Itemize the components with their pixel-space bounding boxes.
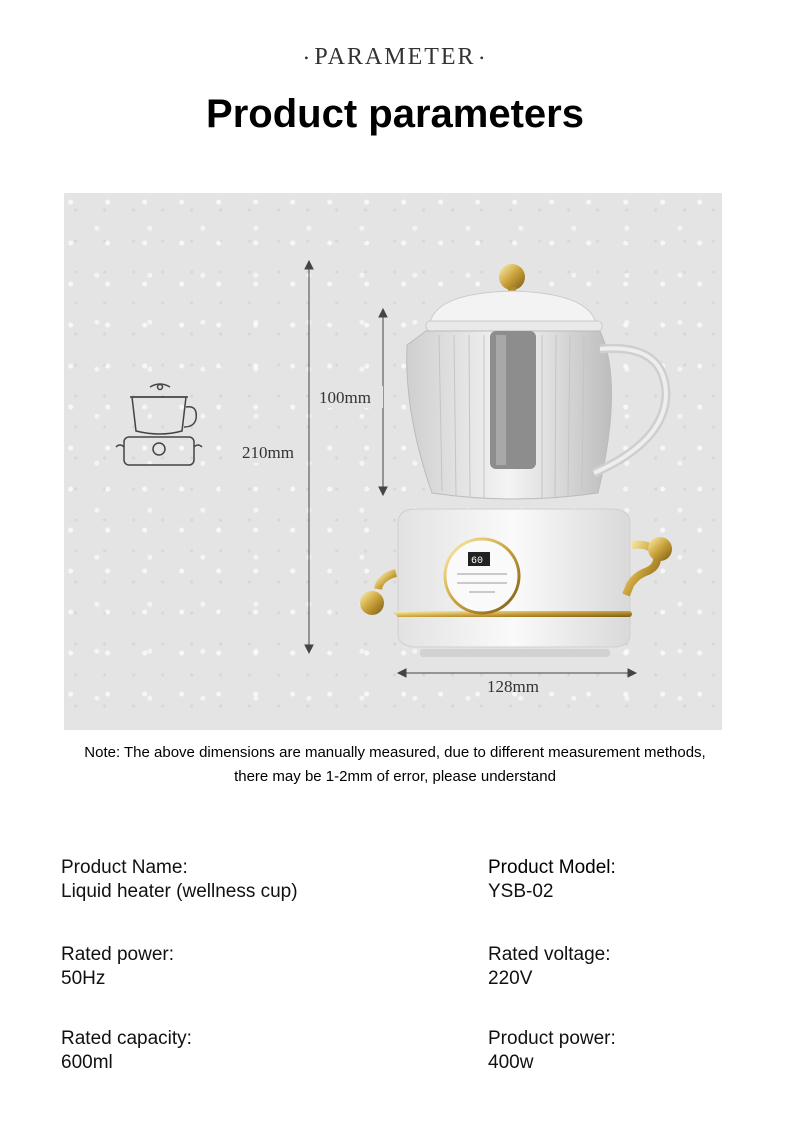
- param-label: Product Model:: [488, 857, 616, 878]
- param-product-name: [61, 856, 298, 904]
- param-label: Product Name:: [61, 857, 188, 878]
- param-label: Rated power:: [61, 944, 175, 965]
- param-value: 50Hz: [61, 968, 106, 989]
- kettle-lid: [426, 264, 602, 331]
- param-rated-voltage: [488, 943, 611, 991]
- product-dimension-photo: [64, 193, 722, 730]
- dim-glass-height: 100mm: [319, 388, 371, 407]
- param-rated-power: [61, 943, 174, 991]
- product-illustration: [64, 193, 722, 730]
- heating-base: [360, 509, 672, 657]
- param-label: Rated capacity:: [61, 1028, 192, 1049]
- kicker-dot-right: •: [479, 50, 486, 65]
- param-label: Product power:: [488, 1028, 616, 1049]
- section-kicker: [0, 44, 790, 71]
- panel-temperature: 60: [471, 556, 484, 567]
- kicker-text: PARAMETER: [314, 44, 476, 70]
- param-rated-capacity: [61, 1027, 192, 1075]
- param-product-power: [488, 1027, 616, 1075]
- note-line-1: Note: The above dimensions are manually measured, due to different measurement methods,: [84, 744, 706, 761]
- page-title: Product parameters: [206, 92, 584, 136]
- dim-total-height: 210mm: [242, 443, 294, 462]
- glass-pot: [407, 331, 666, 499]
- dim-base-width: 128mm: [487, 677, 539, 696]
- param-value: 600ml: [61, 1052, 113, 1073]
- kicker-dot-left: •: [304, 50, 311, 65]
- param-product-model: [488, 856, 616, 904]
- param-label: Rated voltage:: [488, 944, 611, 965]
- kettle-outline-icon: [116, 384, 202, 465]
- measurement-note: [0, 741, 790, 789]
- param-value: 400w: [488, 1052, 534, 1073]
- param-value: YSB-02: [488, 881, 554, 902]
- note-line-2: there may be 1-2mm of error, please understand: [234, 768, 556, 785]
- param-value: 220V: [488, 968, 533, 989]
- param-value: Liquid heater (wellness cup): [61, 881, 298, 902]
